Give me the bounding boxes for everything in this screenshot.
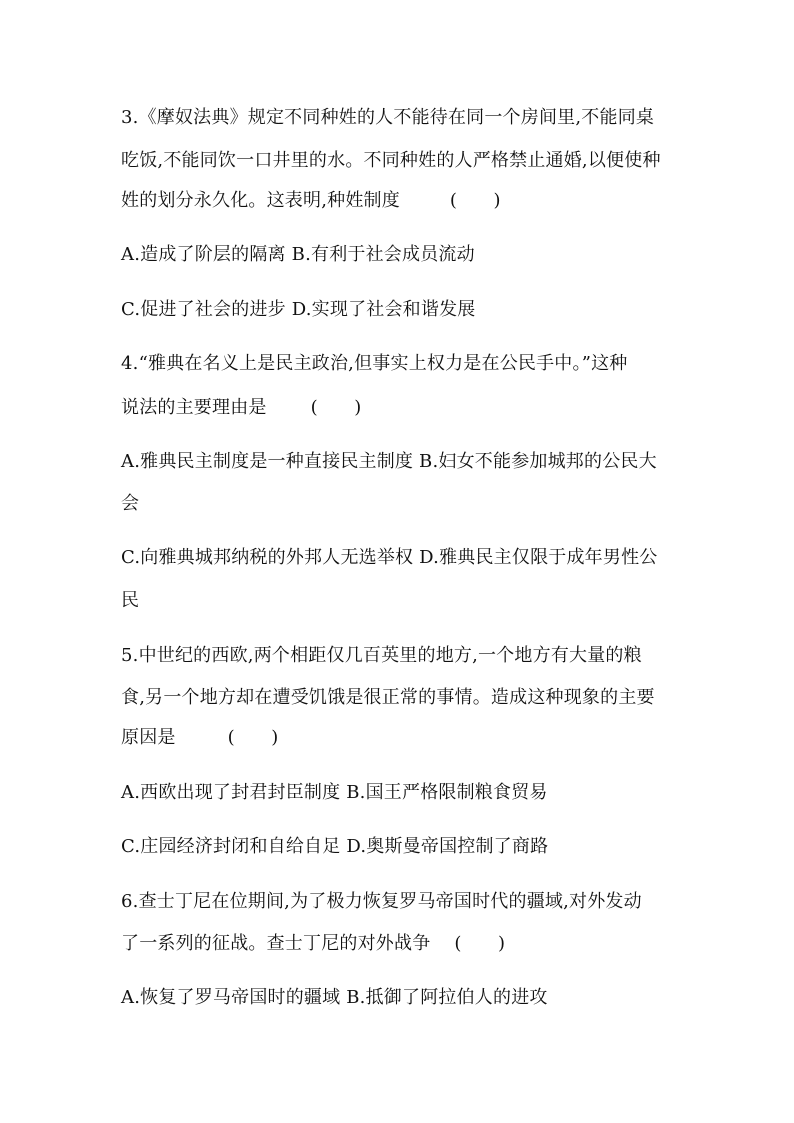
- answer-paren: ( ): [449, 190, 501, 211]
- answer-paren: ( ): [310, 397, 362, 418]
- question-3-line-2: 吃饭,不能同饮一口井里的水。不同种姓的人严格禁止通婚,以便使种: [121, 150, 661, 171]
- question-5-option-cd: C.庄园经济封闭和自给自足 D.奥斯曼帝国控制了商路: [121, 836, 549, 857]
- answer-paren: ( ): [454, 933, 506, 954]
- question-5-line-1: 5.中世纪的西欧,两个相距仅几百英里的地方,一个地方有大量的粮: [121, 645, 642, 666]
- question-5-stem-end: 原因是: [121, 727, 176, 748]
- question-4-option-ab: A.雅典民主制度是一种直接民主制度 B.妇女不能参加城邦的公民大: [121, 451, 657, 472]
- question-3-option-ab: A.造成了阶层的隔离 B.有利于社会成员流动: [121, 244, 475, 265]
- question-4-stem-end: 说法的主要理由是: [121, 397, 267, 418]
- question-4-line-1: 4.“雅典在名义上是民主政治,但事实上权力是在公民手中。”这种: [121, 353, 628, 374]
- question-4-option-ab-cont: 会: [121, 493, 140, 514]
- question-6-option-ab: A.恢复了罗马帝国时的疆域 B.抵御了阿拉伯人的进攻: [121, 987, 548, 1008]
- question-5-line-3: [121, 726, 278, 750]
- question-4-option-cd-cont: 民: [121, 590, 140, 611]
- question-3-stem-end: 姓的划分永久化。这表明,种姓制度: [121, 190, 400, 211]
- question-3-line-1: 3.《摩奴法典》规定不同种姓的人不能待在同一个房间里,不能同桌: [121, 107, 655, 128]
- question-6-line-1: 6.查士丁尼在位期间,为了极力恢复罗马帝国时代的疆域,对外发动: [121, 891, 642, 912]
- question-4-line-2: [121, 396, 361, 420]
- question-6-line-2: [121, 932, 505, 956]
- question-6-stem-end: 了一系列的征战。查士丁尼的对外战争: [121, 933, 431, 954]
- question-4-option-cd: C.向雅典城邦纳税的外邦人无选举权 D.雅典民主仅限于成年男性公: [121, 547, 658, 568]
- question-3-line-3: [121, 189, 501, 213]
- question-5-line-2: 食,另一个地方却在遭受饥饿是很正常的事情。造成这种现象的主要: [121, 687, 655, 708]
- answer-paren: ( ): [227, 727, 279, 748]
- question-3-option-cd: C.促进了社会的进步 D.实现了社会和谐发展: [121, 299, 476, 320]
- question-5-option-ab: A.西欧出现了封君封臣制度 B.国王严格限制粮食贸易: [121, 782, 548, 803]
